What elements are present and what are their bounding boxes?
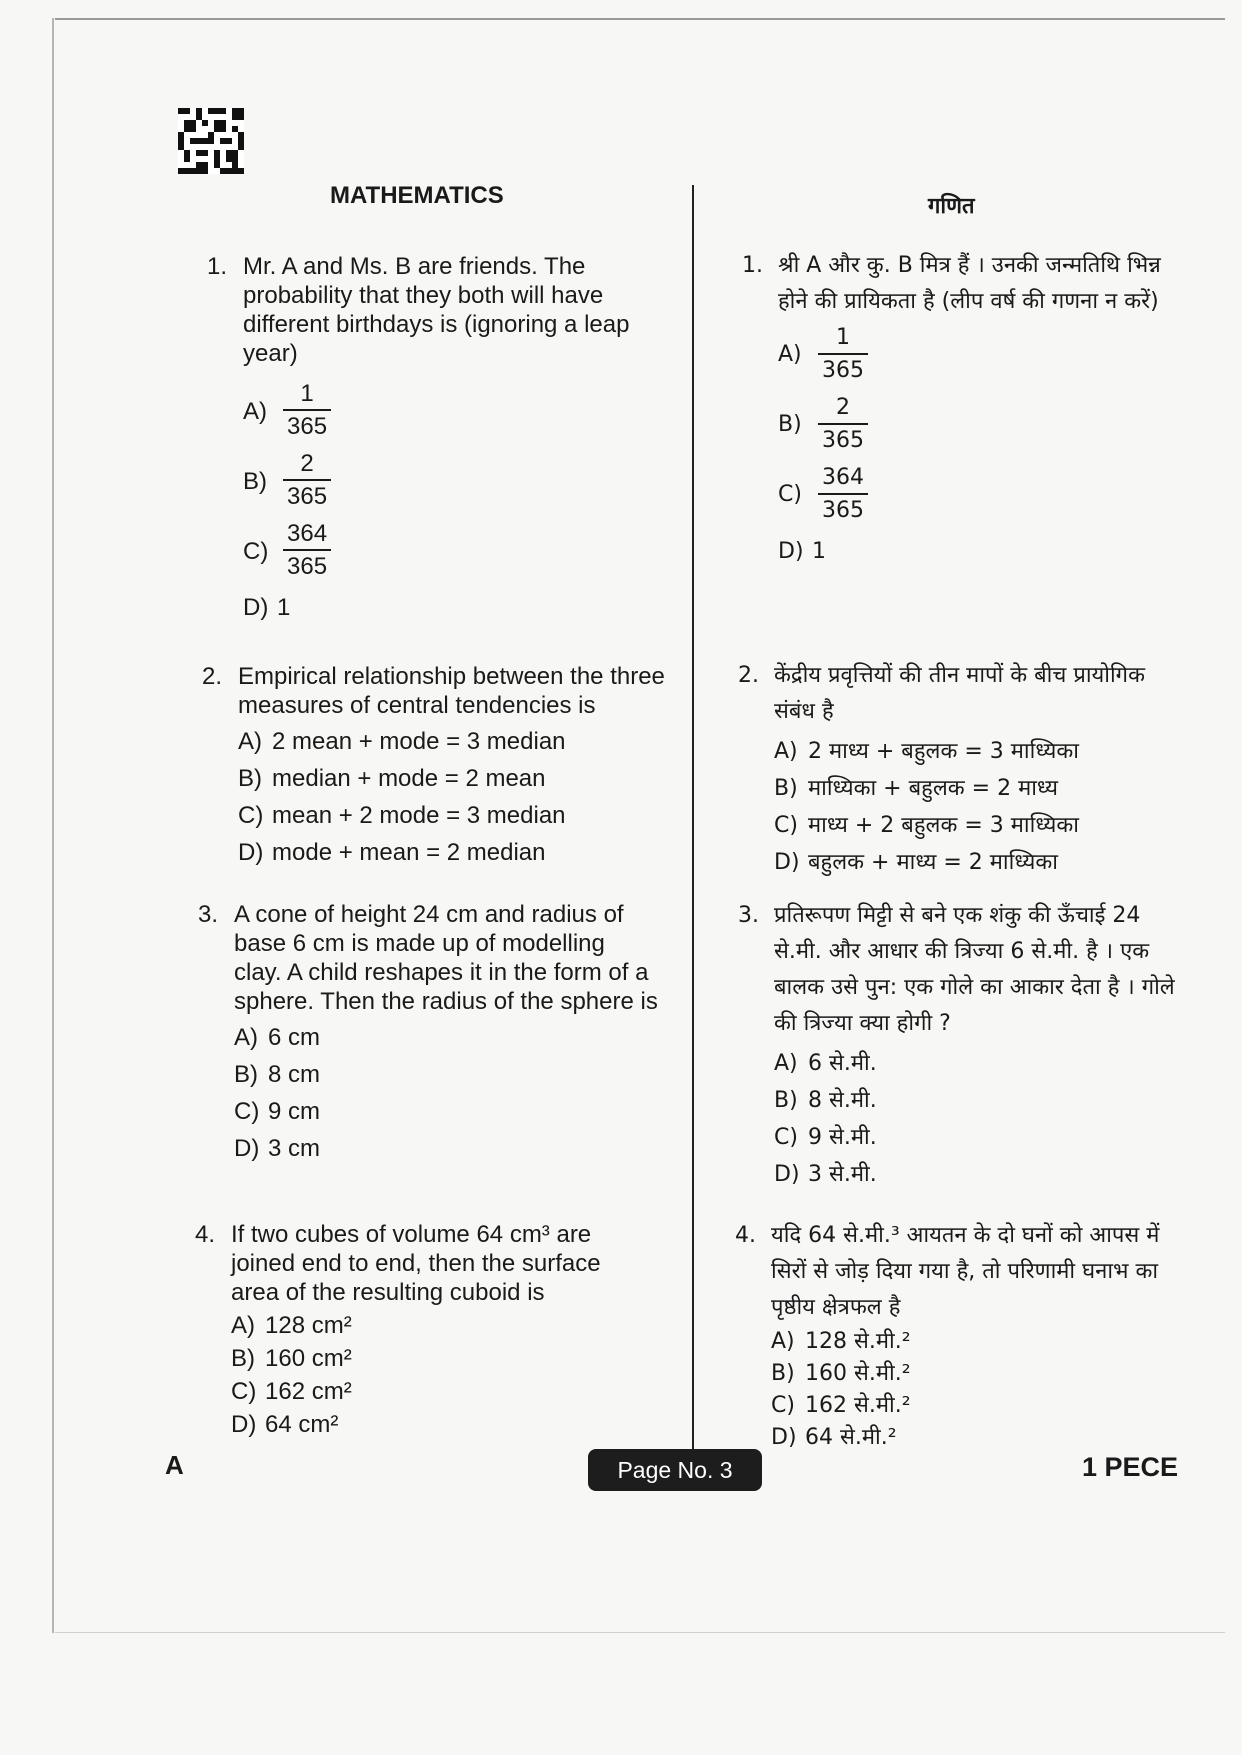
question-stem: केंद्रीय प्रवृत्तियों की तीन मापों के बीच प्रायोगिक संबंध है xyxy=(774,663,1145,724)
question-number: 4. xyxy=(735,1223,756,1248)
option-a[interactable] xyxy=(243,376,657,446)
question-stem: प्रतिरूपण मिट्टी से बने एक शंकु की ऊँचाई 24 से.मी. और आधार की त्रिज्या 6 से.मी. है । एक बालक उसे पुन: एक गोले का आकार देता है । गोले की त्रिज्या क्या होगी ? xyxy=(774,903,1175,1036)
option-text: 8 cm xyxy=(268,1061,321,1088)
option-label: A) xyxy=(231,1312,255,1339)
option-b[interactable] xyxy=(774,1085,1188,1116)
option-b[interactable] xyxy=(771,1358,1185,1389)
option-label: A) xyxy=(774,738,798,764)
option-text: 160 cm² xyxy=(265,1345,352,1372)
option-label: C) xyxy=(243,537,269,565)
question-3-english xyxy=(198,900,658,1164)
page-number-badge: Page No. 3 xyxy=(588,1449,762,1491)
denominator: 365 xyxy=(287,553,328,580)
question-4-hindi xyxy=(735,1218,1185,1453)
question-stem: यदि 64 से.मी.³ आयतन के दो घनों को आपस में सिरों से जोड़ दिया गया है, तो परिणामी घनाभ का पृष्ठीय क्षेत्रफल है xyxy=(771,1223,1160,1320)
option-label: A) xyxy=(778,342,802,367)
question-2-english xyxy=(202,662,672,868)
denominator: 365 xyxy=(822,498,864,523)
option-c[interactable] xyxy=(238,800,672,831)
option-label: D) xyxy=(778,538,804,564)
option-text: 9 cm xyxy=(268,1098,321,1125)
question-number: 3. xyxy=(738,903,759,928)
question-stem: If two cubes of volume 64 cm³ are joined end to end, then the surface area of the resulting cuboid is xyxy=(231,1221,601,1306)
option-c[interactable] xyxy=(771,1390,1185,1421)
option-text: 162 cm² xyxy=(265,1378,352,1405)
qr-code-icon xyxy=(178,108,244,174)
option-label: C) xyxy=(774,812,798,838)
option-a[interactable] xyxy=(231,1310,625,1341)
option-text: mean + 2 mode = 3 median xyxy=(272,802,566,829)
question-number: 2. xyxy=(738,663,759,688)
option-label: B) xyxy=(231,1345,255,1372)
option-label: A) xyxy=(771,1328,795,1354)
question-2-hindi xyxy=(738,658,1188,878)
option-text: 160 से.मी.² xyxy=(805,1360,911,1386)
option-label: D) xyxy=(238,839,264,866)
fraction xyxy=(283,379,331,443)
option-text: 3 से.मी. xyxy=(808,1161,877,1187)
option-text: 1 xyxy=(812,538,826,564)
option-text: 9 से.मी. xyxy=(808,1124,877,1150)
option-d[interactable] xyxy=(774,847,1188,878)
numerator: 1 xyxy=(836,325,850,350)
option-label: D) xyxy=(243,594,269,621)
fraction xyxy=(818,323,868,387)
option-b[interactable] xyxy=(778,390,1182,460)
option-text: 2 mean + mode = 3 median xyxy=(272,728,566,755)
question-number: 2. xyxy=(202,663,223,690)
option-text: 6 cm xyxy=(268,1024,321,1051)
option-c[interactable] xyxy=(243,516,657,586)
option-label: C) xyxy=(778,482,802,507)
question-number: 1. xyxy=(207,253,228,280)
question-number: 3. xyxy=(198,901,219,928)
option-label: A) xyxy=(243,397,267,425)
option-label: D) xyxy=(234,1135,260,1162)
option-a[interactable] xyxy=(774,736,1188,767)
question-1-hindi xyxy=(742,248,1182,567)
booklet-set-label: A xyxy=(165,1450,184,1480)
option-b[interactable] xyxy=(231,1343,625,1374)
option-c[interactable] xyxy=(774,1122,1188,1153)
option-label: A) xyxy=(234,1024,258,1051)
column-divider xyxy=(692,185,694,1450)
option-d[interactable] xyxy=(234,1133,658,1164)
option-text: 128 से.मी.² xyxy=(805,1328,911,1354)
option-text: बहुलक + माध्य = 2 माध्यिका xyxy=(808,849,1058,875)
exam-code: 1 PECE xyxy=(1082,1452,1179,1482)
numerator: 2 xyxy=(836,395,850,420)
option-text: 6 से.मी. xyxy=(808,1050,877,1076)
question-stem: श्री A और कु. B मित्र हैं । उनकी जन्मतिथि भिन्न होने की प्रायिकता है (लीप वर्ष की गणना न करें) xyxy=(778,253,1161,314)
option-label: B) xyxy=(778,412,802,437)
scan-border-top xyxy=(55,18,1225,20)
option-label: C) xyxy=(238,802,264,829)
option-a[interactable] xyxy=(771,1326,1185,1357)
option-b[interactable] xyxy=(774,773,1188,804)
option-label: D) xyxy=(771,1424,797,1450)
option-text: माध्य + 2 बहुलक = 3 माध्यिका xyxy=(808,812,1079,838)
option-label: A) xyxy=(774,1050,798,1076)
option-text: 2 माध्य + बहुलक = 3 माध्यिका xyxy=(808,738,1079,764)
option-c[interactable] xyxy=(231,1376,625,1407)
option-label: C) xyxy=(774,1124,798,1150)
numerator: 364 xyxy=(822,465,864,490)
option-text: माध्यिका + बहुलक = 2 माध्य xyxy=(808,775,1058,801)
option-label: D) xyxy=(231,1411,257,1438)
denominator: 365 xyxy=(287,413,328,440)
option-label: B) xyxy=(238,765,262,792)
question-number: 4. xyxy=(195,1221,216,1248)
option-text: median + mode = 2 mean xyxy=(272,765,546,792)
question-4-english xyxy=(195,1220,625,1440)
fraction xyxy=(818,393,868,457)
option-a[interactable] xyxy=(234,1022,658,1053)
option-a[interactable] xyxy=(238,726,672,757)
option-c[interactable] xyxy=(778,460,1182,530)
option-text: mode + mean = 2 median xyxy=(272,839,546,866)
option-label: B) xyxy=(234,1061,258,1088)
question-stem: Empirical relationship between the three measures of central tendencies is xyxy=(238,663,665,719)
option-d[interactable] xyxy=(238,837,672,868)
option-d[interactable] xyxy=(774,1159,1188,1190)
numerator: 1 xyxy=(300,380,314,407)
fraction xyxy=(818,463,868,527)
option-d[interactable] xyxy=(243,592,657,623)
option-label: B) xyxy=(774,775,798,801)
fraction xyxy=(283,449,331,513)
option-text: 162 से.मी.² xyxy=(805,1392,911,1418)
denominator: 365 xyxy=(822,428,864,453)
option-c[interactable] xyxy=(774,810,1188,841)
option-label: C) xyxy=(231,1378,257,1405)
option-b[interactable] xyxy=(243,446,657,516)
denominator: 365 xyxy=(287,483,328,510)
question-stem: Mr. A and Ms. B are friends. The probability that they both will have different birthdays is (ignoring a leap year) xyxy=(243,253,630,367)
option-text: 3 cm xyxy=(268,1135,321,1162)
numerator: 2 xyxy=(300,450,314,477)
denominator: 365 xyxy=(822,358,864,383)
option-d[interactable] xyxy=(771,1422,1185,1453)
option-label: B) xyxy=(771,1360,795,1386)
option-label: C) xyxy=(771,1392,795,1418)
numerator: 364 xyxy=(287,520,328,547)
option-d[interactable] xyxy=(231,1409,625,1440)
option-text: 64 से.मी.² xyxy=(805,1424,897,1450)
question-3-hindi xyxy=(738,898,1188,1190)
option-label: B) xyxy=(774,1087,798,1113)
option-a[interactable] xyxy=(778,320,1182,390)
subject-heading-hindi: गणित xyxy=(928,194,975,219)
option-label: D) xyxy=(774,1161,800,1187)
fraction xyxy=(283,519,331,583)
option-b[interactable] xyxy=(234,1059,658,1090)
option-a[interactable] xyxy=(774,1048,1188,1079)
scan-border-left xyxy=(52,18,54,1633)
option-d[interactable] xyxy=(778,536,1182,567)
option-label: C) xyxy=(234,1098,260,1125)
option-label: A) xyxy=(238,728,262,755)
question-number: 1. xyxy=(742,253,763,278)
option-text: 64 cm² xyxy=(265,1411,339,1438)
option-text: 128 cm² xyxy=(265,1312,352,1339)
option-b[interactable] xyxy=(238,763,672,794)
question-1-english xyxy=(207,252,657,623)
subject-heading-english: MATHEMATICS xyxy=(330,182,504,209)
option-text: 8 से.मी. xyxy=(808,1087,877,1113)
option-text: 1 xyxy=(277,594,291,621)
scan-border-bottom xyxy=(55,1632,1225,1633)
option-label: D) xyxy=(774,849,800,875)
question-stem: A cone of height 24 cm and radius of base 6 cm is made up of modelling clay. A child reshapes it in the form of a sphere. Then the radius of the sphere is xyxy=(234,901,658,1015)
option-label: B) xyxy=(243,467,267,495)
option-c[interactable] xyxy=(234,1096,658,1127)
